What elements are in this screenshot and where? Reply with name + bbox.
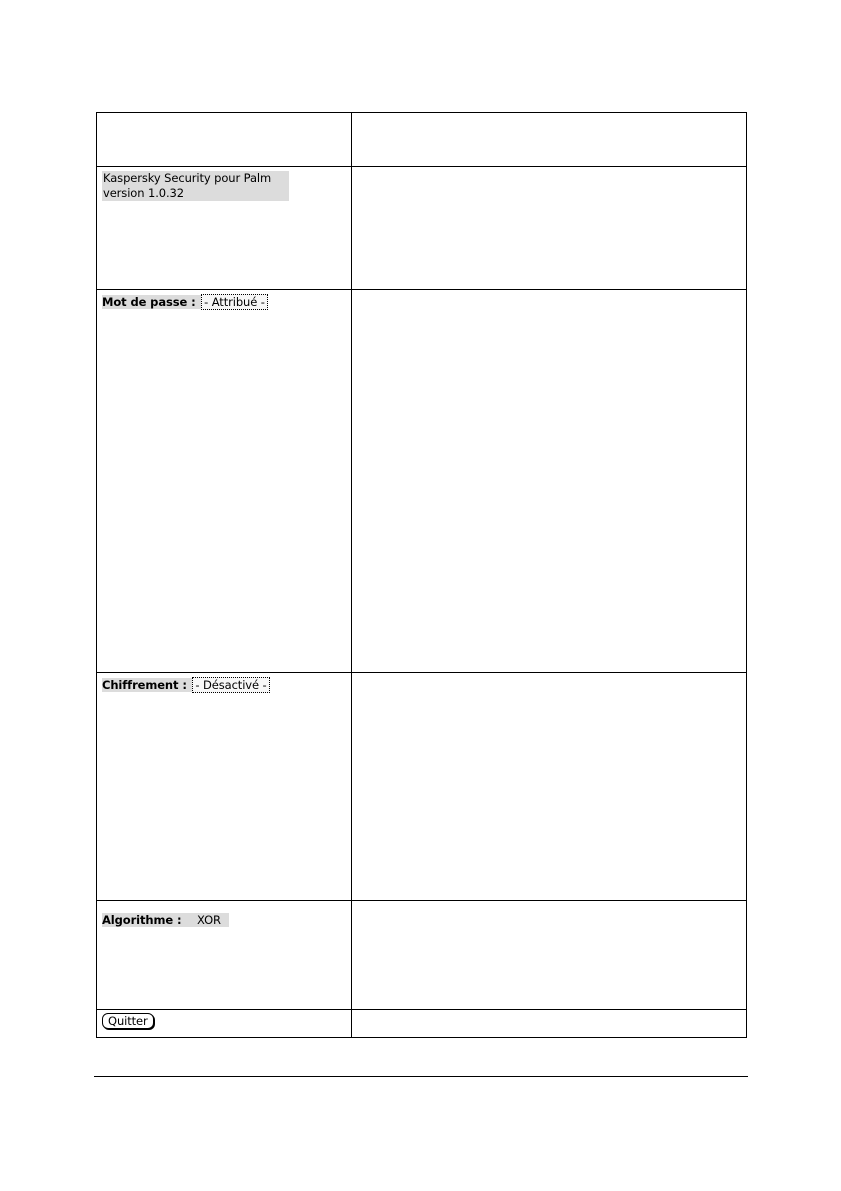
- algorithm-setting: [102, 913, 229, 927]
- table-row-about: [97, 167, 747, 290]
- app-name: Kaspersky Security pour Palm: [103, 171, 272, 185]
- header-right-cell: [352, 113, 747, 167]
- header-left-cell: [97, 113, 352, 167]
- about-info: [102, 171, 289, 201]
- about-cell: [97, 167, 352, 290]
- table-row-quit: [97, 1010, 747, 1038]
- table-row-encryption: [97, 673, 747, 901]
- password-label: Mot de passe :: [102, 295, 196, 309]
- table-row-algorithm: [97, 901, 747, 1010]
- algorithm-description-cell: [352, 901, 747, 1010]
- table-row-header: [97, 113, 747, 167]
- algorithm-label: Algorithme :: [102, 913, 182, 927]
- table-row-password: [97, 290, 747, 673]
- password-cell: [97, 290, 352, 673]
- encryption-cell: [97, 673, 352, 901]
- encryption-description-cell: [352, 673, 747, 901]
- encryption-selector[interactable]: - Désactivé -: [192, 677, 269, 693]
- quit-button[interactable]: Quitter: [102, 1013, 154, 1029]
- document-table: [96, 112, 747, 1038]
- quit-description-cell: [352, 1010, 747, 1038]
- algorithm-cell: [97, 901, 352, 1010]
- encryption-setting: [102, 678, 270, 692]
- encryption-label: Chiffrement :: [102, 678, 187, 692]
- password-setting: [102, 295, 268, 309]
- about-description-cell: [352, 167, 747, 290]
- password-selector[interactable]: - Attribué -: [201, 294, 268, 310]
- footer-rule: [94, 1076, 748, 1077]
- password-description-cell: [352, 290, 747, 673]
- app-version: version 1.0.32: [103, 186, 184, 200]
- algorithm-value: XOR: [197, 913, 221, 927]
- quit-cell: [97, 1010, 352, 1038]
